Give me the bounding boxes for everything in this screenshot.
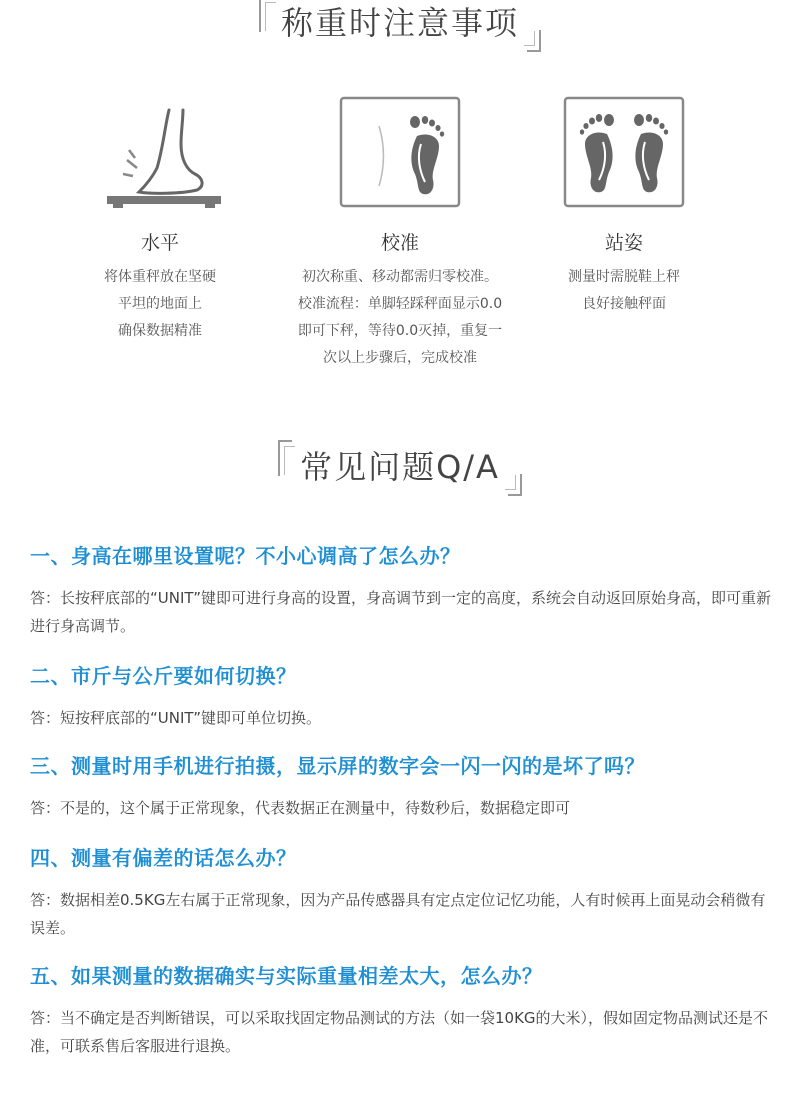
answer: 答：长按秤底部的“UNIT”键即可进行身高的设置，身高调节到一定的高度，系统会自动返回原始身高，即可重新进行身高调节。 <box>30 589 772 635</box>
tips-row <box>0 96 800 386</box>
section-header-faq <box>0 444 800 490</box>
answer: 答：不是的，这个属于正常现象，代表数据正在测量中，待数秒后，数据稳定即可 <box>30 799 571 817</box>
tip-calibrate <box>270 96 530 372</box>
answer: 答：当不确定是否判断错误，可以采取找固定物品测试的方法（如一袋10KG的大米），假如固定物品测试还是不准，可联系售后客服进行退换。 <box>30 1009 769 1055</box>
section-title: 常见问题Q/A <box>300 448 500 486</box>
bracket-decoration <box>508 474 522 496</box>
qa-item <box>30 662 780 732</box>
qa-item <box>30 844 780 942</box>
single-footprint-icon <box>339 96 461 208</box>
tip-name: 水平 <box>140 232 179 254</box>
section-title: 称重时注意事项 <box>280 4 519 42</box>
tip-description: 初次称重、移动都需归零校准。 校准流程：单脚轻踩秤面显示0.0 即可下秤，等待0.0灭掉，重复一 次以上步骤后，完成校准 <box>297 269 503 366</box>
tip-level <box>30 96 290 345</box>
tip-name: 站姿 <box>604 232 643 254</box>
two-footprints-icon <box>563 96 685 208</box>
question: 二、市斤与公斤要如何切换？ <box>30 664 297 688</box>
bracket-decoration <box>527 30 541 52</box>
tip-description: 测量时需脱鞋上秤 良好接触秤面 <box>568 269 680 312</box>
qa-item <box>30 542 780 640</box>
bracket-decoration <box>278 440 292 476</box>
tip-stance <box>494 96 754 318</box>
tip-name: 校准 <box>380 232 419 254</box>
bracket-decoration <box>259 0 273 32</box>
qa-item <box>30 962 780 1060</box>
answer: 答：数据相差0.5KG左右属于正常现象，因为产品传感器具有定点定位记忆功能，人有时候再上面晃动会稍微有误差。 <box>30 891 766 937</box>
question: 五、如果测量的数据确实与实际重量相差太大，怎么办？ <box>30 964 543 988</box>
answer: 答：短按秤底部的“UNIT”键即可单位切换。 <box>30 709 322 727</box>
tip-description: 将体重秤放在坚硬 平坦的地面上 确保数据精准 <box>104 269 216 339</box>
question: 三、测量时用手机进行拍摄，显示屏的数字会一闪一闪的是坏了吗？ <box>30 754 645 778</box>
qa-item <box>30 752 780 822</box>
section-header-precautions <box>0 0 800 46</box>
foot-on-scale-icon <box>99 96 221 208</box>
question: 四、测量有偏差的话怎么办？ <box>30 846 297 870</box>
question: 一、身高在哪里设置呢？不小心调高了怎么办？ <box>30 544 461 568</box>
